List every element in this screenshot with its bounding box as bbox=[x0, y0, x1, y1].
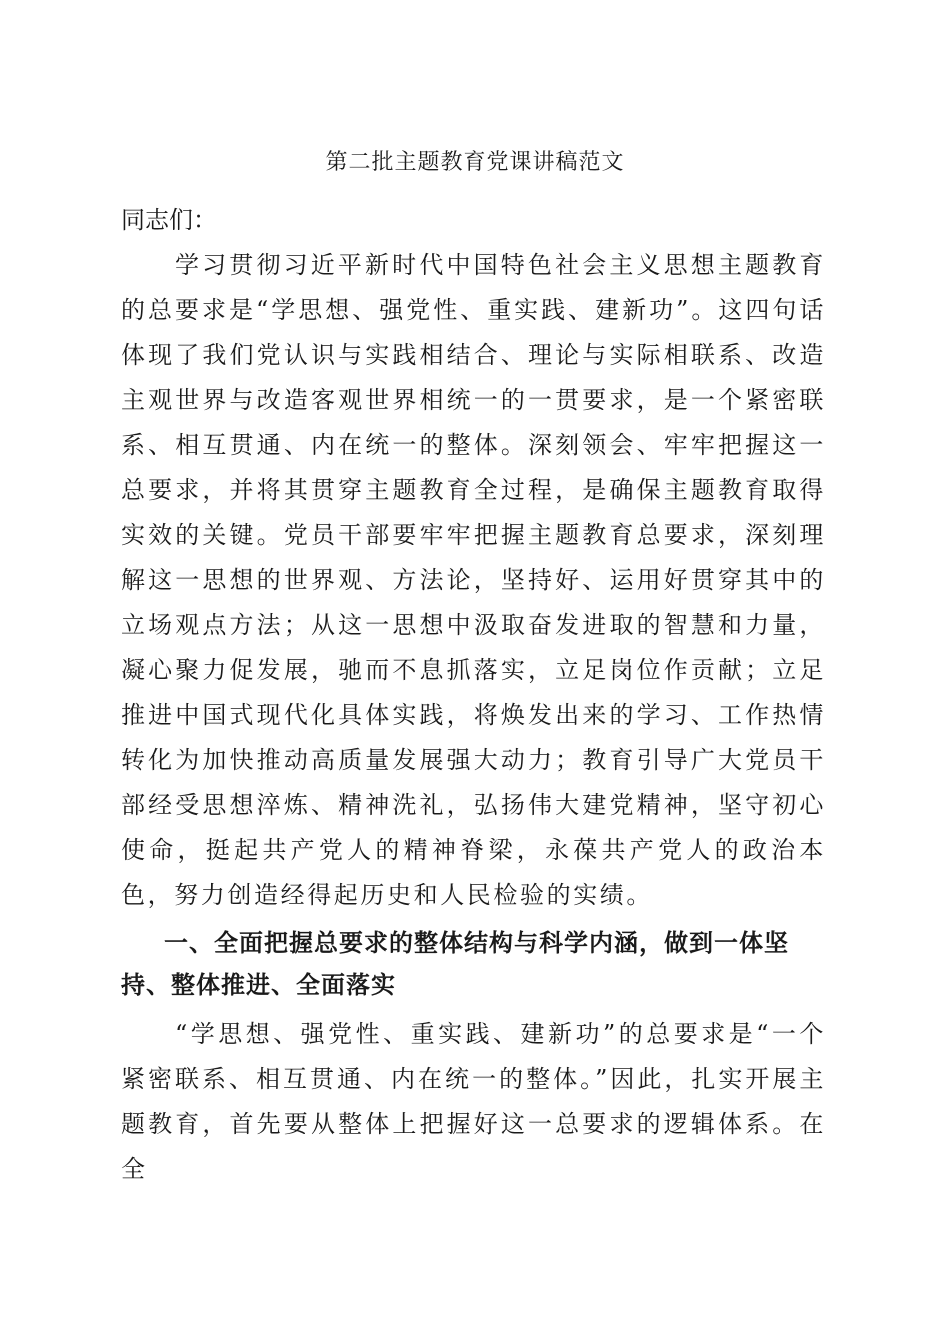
section-1-heading: 一、全面把握总要求的整体结构与科学内涵，做到一体坚持、整体推进、全面落实 bbox=[121, 929, 789, 999]
intro-paragraph: 学习贯彻习近平新时代中国特色社会主义思想主题教育的总要求是“学思想、强党性、重实践、建新功”。这四句话体现了我们党认识与实践相结合、理论与实际相联系、改造主观世界与改造客观世界相统一的一贯要求，是一个紧密联系、相互贯通、内在统一的整体。深刻领会、牢牢把握这一总要求，并将其贯穿主题教育全过程，是确保主题教育取得实效的关键。党员干部要牢牢把握主题教育总要求，深刻理解这一思想的世界观、方法论，坚持好、运用好贯穿其中的立场观点方法；从这一思想中汲取奋发进取的智慧和力量，凝心聚力促发展，驰而不息抓落实，立足岗位作贡献；立足推进中国式现代化具体实践，将焕发出来的学习、工作热情转化为加快推动高质量发展强大动力；教育引导广大党员干部经受思想淬炼、精神洗礼，弘扬伟大建党精神，坚守初心使命，挺起共产党人的精神脊梁，永葆共产党人的政治本色，努力创造经得起历史和人民检验的实绩。 bbox=[121, 251, 826, 909]
document-title: 第二批主题教育党课讲稿范文 bbox=[325, 150, 625, 175]
document-body bbox=[121, 198, 826, 1192]
section-1-paragraph: “学思想、强党性、重实践、建新功”的总要求是“一个紧密联系、相互贯通、内在统一的整体。”因此，扎实开展主题教育，首先要从整体上把握好这一总要求的逻辑体系。在全 bbox=[121, 1020, 826, 1183]
salutation: 同志们： bbox=[121, 206, 217, 234]
